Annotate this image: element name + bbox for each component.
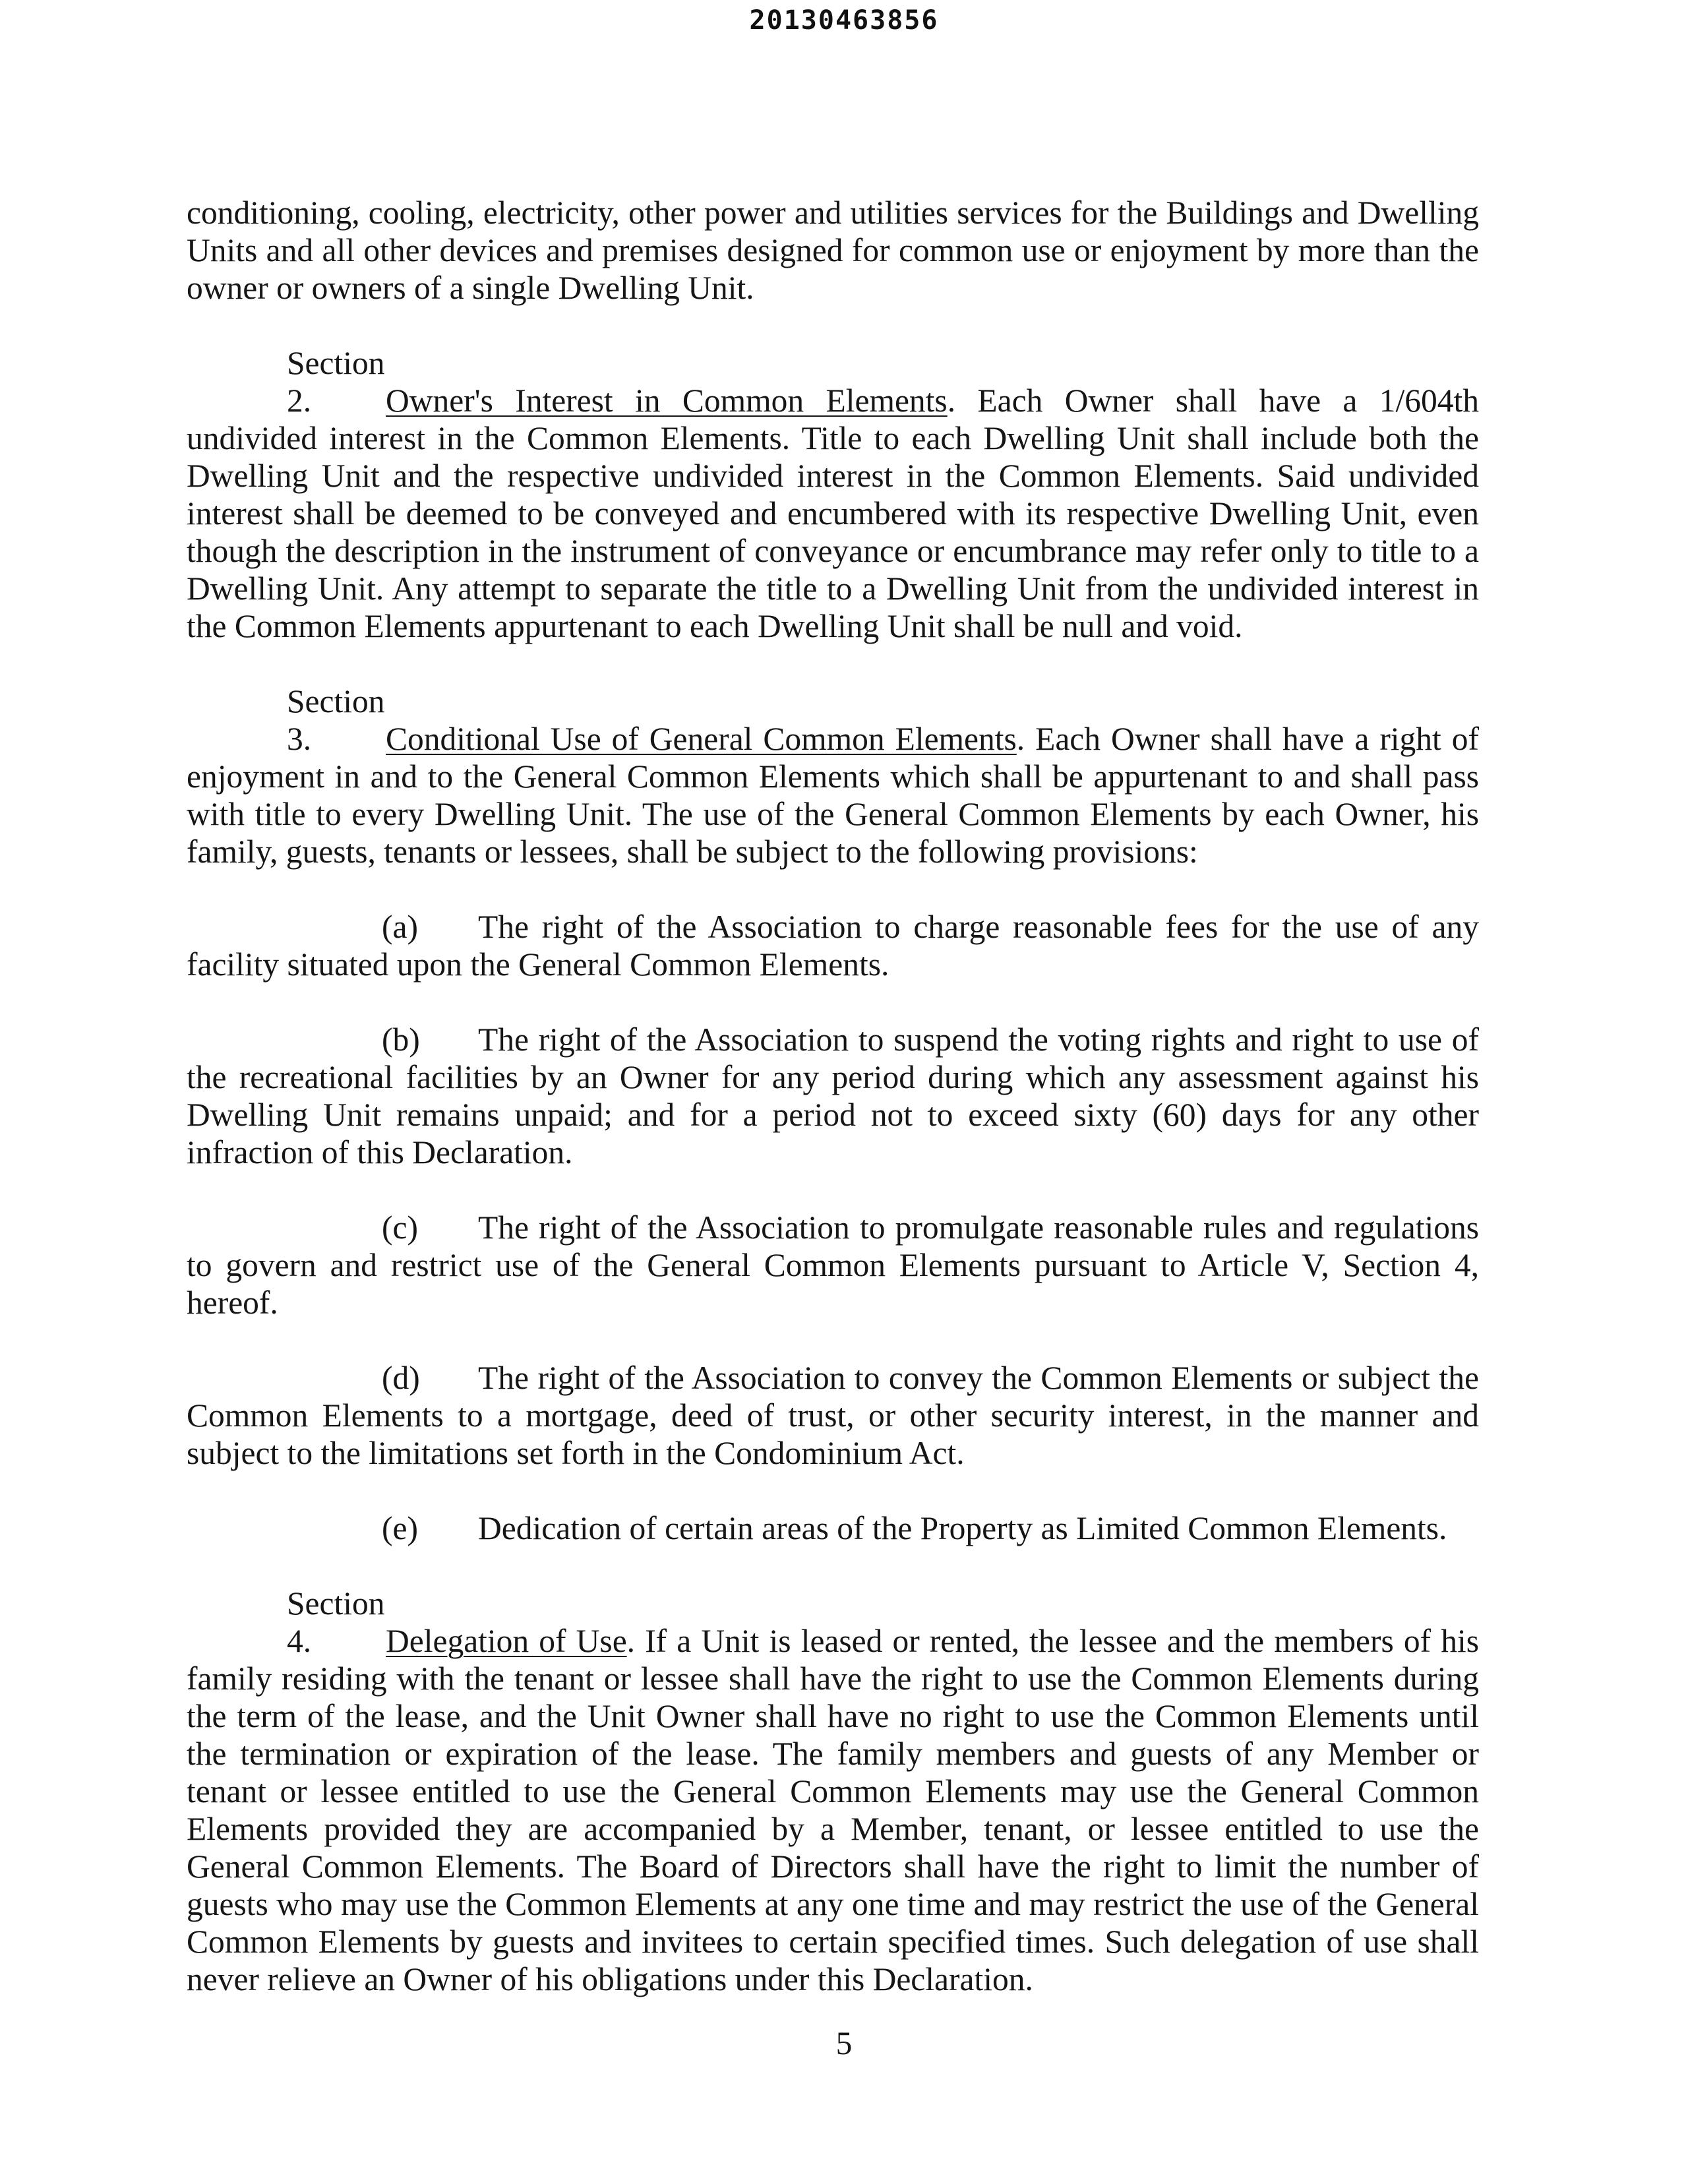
provision-b	[187, 1021, 1479, 1171]
section-label: Section 4.	[287, 1585, 385, 1659]
section-title: Conditional Use of General Common Elements	[386, 721, 1017, 757]
provision-label: (e)	[382, 1510, 418, 1546]
section-text: . Each Owner shall have a right of enjoyment in and to the General Common Elements which shall be appurtenant to and shall pass with title to every Dwelling Unit. The use of the General Common Elements by each Owner, his family, guests, tenants or lessees, shall be subject to the following provisions:	[187, 721, 1479, 870]
intro-paragraph: conditioning, cooling, electricity, other power and utilities services for the Buildings and Dwelling Units and all other devices and premises designed for common use or enjoyment by more than the owner or owners of a single Dwelling Unit.	[187, 195, 1479, 306]
section-text: . If a Unit is leased or rented, the lessee and the members of his family residing with the tenant or lessee shall have the right to use the Common Elements during the term of the lease, and the Unit Owner shall have no right to use the Common Elements until the termination or expiration of the lease. The family members and guests of any Member or tenant or lessee entitled to use the General Common Elements may use the General Common Elements provided they are accompanied by a Member, tenant, or lessee entitled to use the General Common Elements. The Board of Directors shall have the right to limit the number of guests who may use the Common Elements at any one time and may restrict the use of the General Common Elements by guests and invitees to certain specified times. Such delegation of use shall never relieve an Owner of his obligations under this Declaration.	[187, 1623, 1479, 1997]
section-label: Section 3.	[287, 683, 385, 757]
provision-label: (c)	[382, 1209, 418, 1246]
provision-a	[187, 908, 1479, 983]
section-3-paragraph	[187, 682, 1479, 870]
provision-label: (a)	[382, 909, 418, 945]
provision-e	[187, 1509, 1479, 1547]
provision-text: The right of the Association to suspend the voting rights and right to use of the recreational facilities by an Owner for any period during which any assessment against his Dwelling Unit remains unpaid; and for a period not to exceed sixty (60) days for any other infraction of this Declaration.	[187, 1021, 1479, 1170]
provision-text: The right of the Association to charge reasonable fees for the use of any facility situated upon the General Common Elements.	[187, 909, 1479, 983]
provision-text: Dedication of certain areas of the Property as Limited Common Elements.	[478, 1510, 1447, 1546]
document-body	[187, 194, 1479, 2036]
section-title: Delegation of Use	[386, 1623, 627, 1659]
document-number: 20130463856	[749, 5, 939, 36]
provision-label: (d)	[382, 1360, 420, 1396]
section-4-paragraph	[187, 1585, 1479, 1998]
provision-text: The right of the Association to promulgate reasonable rules and regulations to govern and restrict use of the General Common Elements pursuant to Article V, Section 4, hereof.	[187, 1209, 1479, 1321]
section-title: Owner's Interest in Common Elements	[386, 382, 948, 419]
provision-text: The right of the Association to convey the Common Elements or subject the Common Elements to a mortgage, deed of trust, or other security interest, in the manner and subject to the limitations set forth in the Condominium Act.	[187, 1360, 1479, 1471]
provision-c	[187, 1209, 1479, 1321]
provision-label: (b)	[382, 1021, 420, 1058]
provision-d	[187, 1359, 1479, 1472]
section-2-paragraph	[187, 344, 1479, 645]
page-number: 5	[835, 2025, 853, 2061]
section-label: Section 2.	[287, 345, 385, 419]
section-text: . Each Owner shall have a 1/604th undivided interest in the Common Elements. Title to each Dwelling Unit shall include both the Dwelling Unit and the respective undivided interest in the Common Elements. Said undivided interest shall be deemed to be conveyed and encumbered with its respective Dwelling Unit, even though the description in the instrument of conveyance or encumbrance may refer only to title to a Dwelling Unit. Any attempt to separate the title to a Dwelling Unit from the undivided interest in the Common Elements appurtenant to each Dwelling Unit shall be null and void.	[187, 382, 1479, 644]
